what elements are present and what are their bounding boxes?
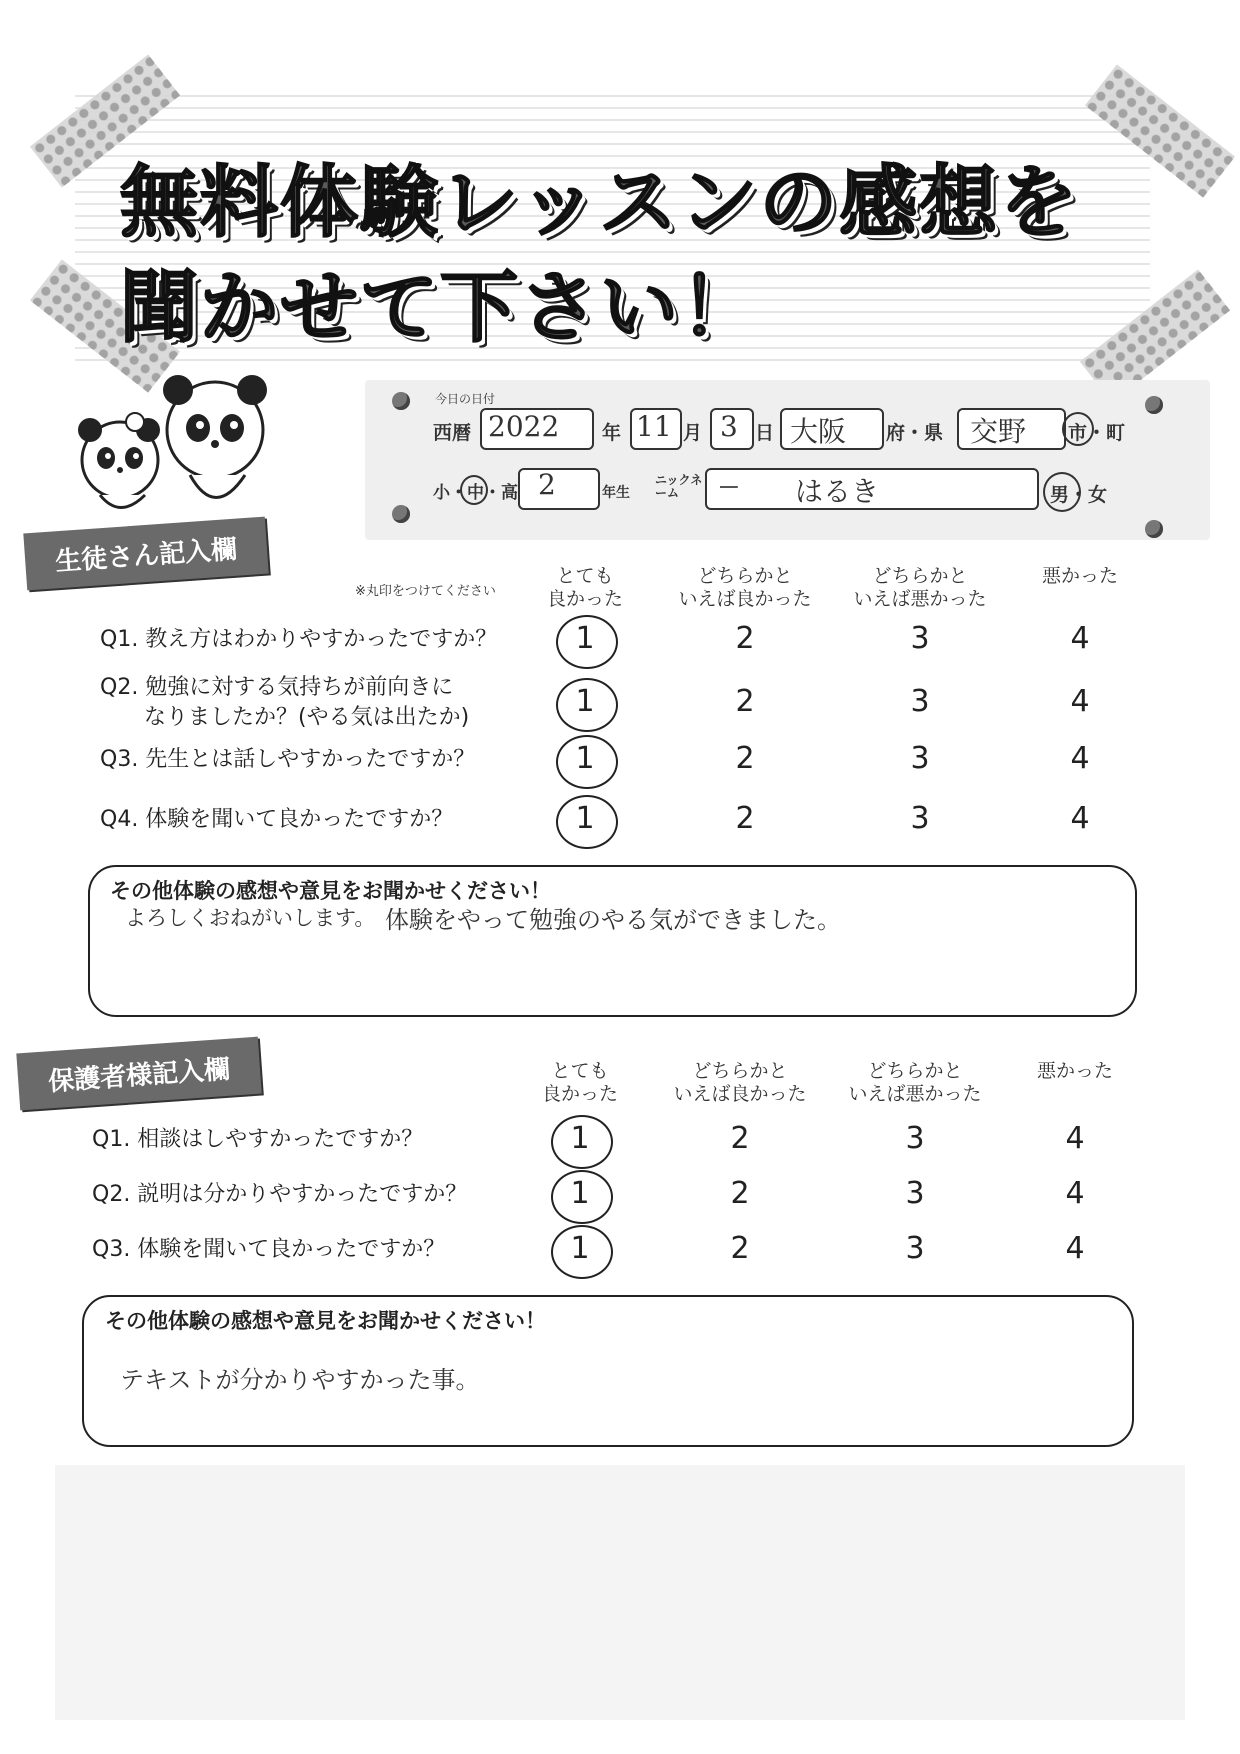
student-question-2: Q2. 勉強に対する気持ちが前向きに なりましたか？(やる気は出たか) xyxy=(100,675,470,730)
student-column-header-2: どちらかと いえば良かった xyxy=(678,565,812,610)
student-q4-option-2[interactable]: 2 xyxy=(735,801,755,836)
student-column-header-3: どちらかと いえば悪かった xyxy=(853,565,987,610)
month-value: 11 xyxy=(636,410,672,443)
student-column-header-4: 悪かった xyxy=(1041,565,1118,587)
parent-q1-option-3[interactable]: 3 xyxy=(905,1121,925,1156)
student-comment-title: その他体験の感想や意見をお聞かせください！ xyxy=(110,879,551,903)
student-q3-selected-circle xyxy=(556,735,618,789)
student-q1-option-1[interactable]: 1 xyxy=(575,621,595,656)
student-q4-selected-circle xyxy=(556,795,618,849)
city-value: 交野 xyxy=(970,415,1027,448)
today-label: 今日の日付 xyxy=(435,392,496,406)
parent-q2-option-2[interactable]: 2 xyxy=(730,1176,750,1211)
parent-column-header-2: どちらかと いえば良かった xyxy=(673,1060,807,1105)
parent-q1-option-2[interactable]: 2 xyxy=(730,1121,750,1156)
gender-circle-mark xyxy=(1043,472,1081,512)
parent-q2-selected-circle xyxy=(551,1170,613,1224)
parent-q2-option-1[interactable]: 1 xyxy=(570,1176,590,1211)
student-q2-option-1[interactable]: 1 xyxy=(575,684,595,719)
parent-comment-title: その他体験の感想や意見をお聞かせください！ xyxy=(105,1309,546,1333)
student-q1-selected-circle xyxy=(556,615,618,669)
student-question-1: Q1. 教え方はわかりやすかったですか？ xyxy=(100,627,498,652)
student-q4-option-4[interactable]: 4 xyxy=(1070,801,1090,836)
parent-question-2: Q2. 説明は分かりやすかったですか？ xyxy=(92,1182,468,1207)
parent-question-3: Q3. 体験を聞いて良かったですか？ xyxy=(92,1237,446,1262)
student-column-header-1: とても 良かった xyxy=(546,565,623,610)
student-section-banner: 生徒さん記入欄 xyxy=(23,517,268,591)
prefecture-label: 府・県 xyxy=(886,422,944,444)
parent-question-1: Q1. 相談はしやすかったですか？ xyxy=(92,1127,424,1152)
student-q1-option-4[interactable]: 4 xyxy=(1070,621,1090,656)
student-question-3: Q3. 先生とは話しやすかったですか？ xyxy=(100,747,476,772)
grade-value: 2 xyxy=(538,468,556,501)
student-q2-option-3[interactable]: 3 xyxy=(910,684,930,719)
city-circle-mark xyxy=(1062,412,1094,446)
year-value: 2022 xyxy=(488,410,560,443)
parent-column-header-3: どちらかと いえば悪かった xyxy=(848,1060,982,1105)
blank-footer-area xyxy=(55,1465,1185,1720)
parent-column-header-4: 悪かった xyxy=(1036,1060,1113,1082)
student-q2-option-4[interactable]: 4 xyxy=(1070,684,1090,719)
parent-q2-option-3[interactable]: 3 xyxy=(905,1176,925,1211)
day-label: 日 xyxy=(755,422,775,444)
school-circle-mark xyxy=(460,475,488,505)
city-label: 市・町 xyxy=(1068,422,1126,444)
student-q2-option-2[interactable]: 2 xyxy=(735,684,755,719)
parent-q1-option-4[interactable]: 4 xyxy=(1065,1121,1085,1156)
parent-q1-selected-circle xyxy=(551,1115,613,1169)
student-q3-option-4[interactable]: 4 xyxy=(1070,741,1090,776)
gender-label: 男・女 xyxy=(1050,484,1108,506)
parent-q3-option-2[interactable]: 2 xyxy=(730,1231,750,1266)
student-comment-text-1: よろしくおねがいします。 xyxy=(125,906,376,930)
student-question-4: Q4. 体験を聞いて良かったですか？ xyxy=(100,807,454,832)
pin-icon xyxy=(1145,396,1163,414)
student-q4-option-1[interactable]: 1 xyxy=(575,801,595,836)
year-label: 年 xyxy=(602,422,622,444)
parent-q1-option-1[interactable]: 1 xyxy=(570,1121,590,1156)
circle-instruction-note: ※丸印をつけてください xyxy=(355,584,496,599)
student-q4-option-3[interactable]: 3 xyxy=(910,801,930,836)
parent-q3-selected-circle xyxy=(551,1225,613,1279)
day-value: 3 xyxy=(720,410,738,443)
pin-icon xyxy=(392,505,410,523)
parent-q2-option-4[interactable]: 4 xyxy=(1065,1176,1085,1211)
parent-section-banner: 保護者様記入欄 xyxy=(16,1037,261,1111)
school-label: 小・中・高 xyxy=(433,483,518,503)
student-q1-option-2[interactable]: 2 xyxy=(735,621,755,656)
student-q3-option-3[interactable]: 3 xyxy=(910,741,930,776)
prefecture-value: 大阪 xyxy=(790,415,847,448)
month-label: 月 xyxy=(683,422,703,444)
grade-field[interactable] xyxy=(518,468,600,510)
panda-mascot-illustration xyxy=(60,370,290,530)
parent-column-header-1: とても 良かった xyxy=(541,1060,618,1105)
student-q3-option-1[interactable]: 1 xyxy=(575,741,595,776)
student-q1-option-3[interactable]: 3 xyxy=(910,621,930,656)
student-q3-option-2[interactable]: 2 xyxy=(735,741,755,776)
nickname-value: はるき xyxy=(795,475,880,508)
pin-icon xyxy=(1145,520,1163,538)
parent-q3-option-4[interactable]: 4 xyxy=(1065,1231,1085,1266)
parent-comment-text: テキストが分かりやすかった事。 xyxy=(120,1366,480,1394)
student-q2-selected-circle xyxy=(556,678,618,732)
parent-q3-option-3[interactable]: 3 xyxy=(905,1231,925,1266)
page-title-line-2: 聞かせて下さい！ xyxy=(120,263,761,353)
grade-label: 年生 xyxy=(602,485,630,501)
page-title-line-1: 無料体験レッスンの感想を xyxy=(120,158,1080,248)
pin-icon xyxy=(392,392,410,410)
nickname-label: ニックネーム xyxy=(655,473,703,500)
era-label: 西暦 xyxy=(433,422,472,444)
student-comment-text-2: 体験をやって勉強のやる気ができました。 xyxy=(385,906,841,934)
parent-q3-option-1[interactable]: 1 xyxy=(570,1231,590,1266)
